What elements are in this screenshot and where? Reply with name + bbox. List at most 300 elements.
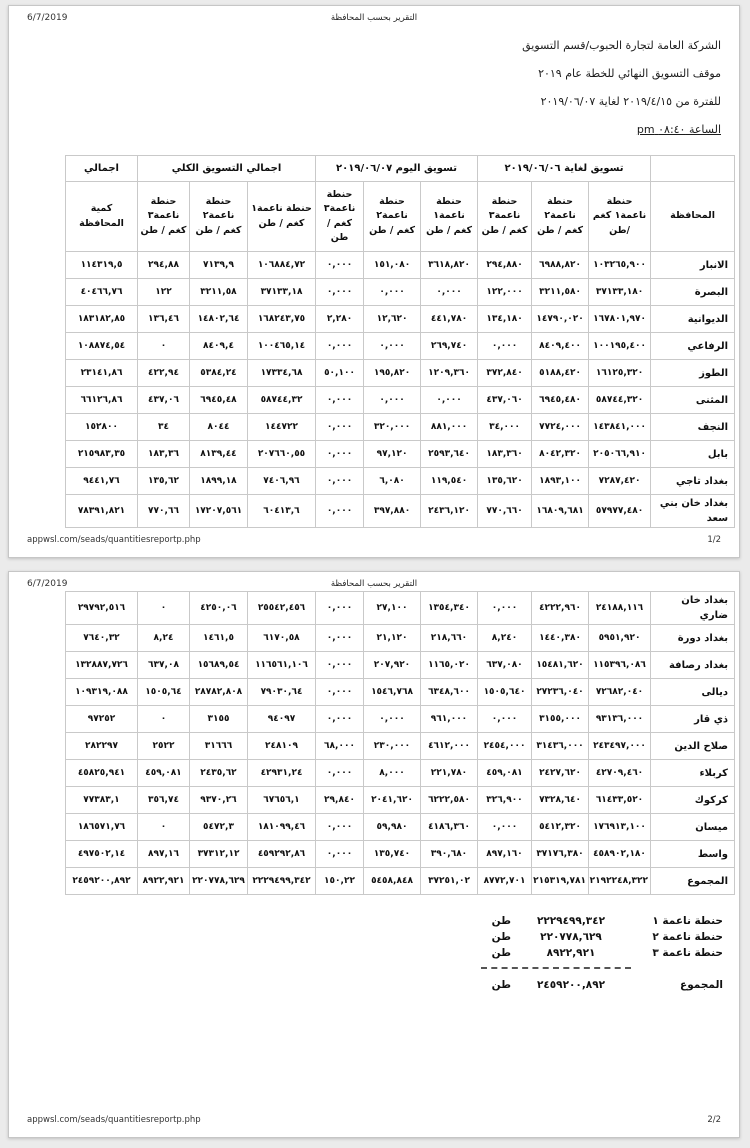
cell-value: ٢١٩٢٢٤٨,٣٢٢ — [589, 868, 651, 895]
cell-value: ٠,٠٠٠ — [316, 387, 364, 414]
cell-value: ٠ — [138, 814, 190, 841]
cell-value: ٥٧٩٧٧,٤٨٠ — [589, 495, 651, 528]
cell-value: ١٥٤٦,٧٦٨ — [364, 679, 421, 706]
cell-value: ١٨٣,٣٦ — [138, 441, 190, 468]
cell-value: ٠ — [138, 706, 190, 733]
table-row — [66, 706, 735, 733]
cell-value: ٧٢٦٨٢,٠٤٠ — [589, 679, 651, 706]
cell-value: ١٠٣٢٦٥,٩٠٠ — [589, 252, 651, 279]
cell-value: ٧٧٣٨٣,١ — [66, 787, 138, 814]
cell-value: ٢٤٥٤,٠٠٠ — [478, 733, 532, 760]
table-row — [66, 306, 735, 333]
cell-value: ٢٤٣٤٩٧,٠٠٠ — [589, 733, 651, 760]
table-body-page2 — [66, 592, 735, 895]
cell-value: ٩٤٠٩٧ — [248, 706, 316, 733]
cell-value: ٨,٠٠٠ — [364, 760, 421, 787]
summary-total-row — [9, 979, 723, 991]
cell-value: ٣٥٦,٧٤ — [138, 787, 190, 814]
cell-value: ٠ — [138, 333, 190, 360]
page-number: 2/2 — [707, 1115, 721, 1125]
group-header: تسويق اليوم ٢٠١٩/٠٦/٠٧ — [316, 156, 478, 182]
summary-line — [9, 931, 723, 943]
cell-value: ٠,٠٠٠ — [421, 279, 478, 306]
cell-value: ٢٧٢٣٦,٠٤٠ — [532, 679, 589, 706]
cell-value: ٥٩,٩٨٠ — [364, 814, 421, 841]
cell-value: ٩٤٤١,٧٦ — [66, 468, 138, 495]
cell-value: ٤٢٥٠,٠٦ — [190, 592, 248, 625]
table-row — [66, 625, 735, 652]
cell-value: ١٣٥,٦٢٠ — [478, 468, 532, 495]
cell-value: ٢٠٤١,٦٢٠ — [364, 787, 421, 814]
table-row — [66, 468, 735, 495]
cell-value: ٥١٨٨,٤٢٠ — [532, 360, 589, 387]
cell-value: ٢٣١٤١,٨٦ — [66, 360, 138, 387]
cell-value: ١٥١,٠٨٠ — [364, 252, 421, 279]
print-date: 6/7/2019 — [27, 13, 68, 23]
cell-value: ١٥٤٨١,٦٢٠ — [532, 652, 589, 679]
cell-value: ١٣٥,٧٤٠ — [364, 841, 421, 868]
group-header: اجمالي — [66, 156, 138, 182]
cell-value: ٩٧٢٥٢ — [66, 706, 138, 733]
cell-value: ٢٢٢٩٤٩٩,٣٤٢ — [248, 868, 316, 895]
company-title: الشركة العامة لتجارة الحبوب/قسم التسويق — [522, 39, 721, 52]
cell-value: ٧٧٠,٦٦٠ — [478, 495, 532, 528]
cell-value: ٠,٠٠٠ — [364, 706, 421, 733]
table-row — [66, 841, 735, 868]
cell-value: ٢٤٥٩٢٠٠,٨٩٢ — [66, 868, 138, 895]
cell-value: ١٠٦٨٨٤,٧٢ — [248, 252, 316, 279]
cell-value: ٤٤١,٧٨٠ — [421, 306, 478, 333]
cell-value: ٣٧١٧٦,٣٨٠ — [532, 841, 589, 868]
cell-value: ٢٢١,٧٨٠ — [421, 760, 478, 787]
cell-value: ٠,٠٠٠ — [478, 814, 532, 841]
cell-value: ٣١٥٥,٠٠٠ — [532, 706, 589, 733]
cell-value: ٦٠٤١٣,٦ — [248, 495, 316, 528]
cell-value: ٢٠٧٦٦٠,٥٥ — [248, 441, 316, 468]
print-title: التقرير بحسب المحافظة — [330, 579, 418, 589]
province-name: بغداد تاجي — [651, 468, 735, 495]
table-row — [66, 495, 735, 528]
column-header: حنطة ناعمة٢ كغم / طن — [532, 182, 589, 252]
footer-url: appwsl.com/seads/quantitiesreportp.php — [27, 1115, 201, 1125]
cell-value: ٠ — [138, 592, 190, 625]
summary-line-unit: طن — [491, 931, 511, 943]
cell-value: ٩٦١,٠٠٠ — [421, 706, 478, 733]
group-header: اجمالي التسويق الكلي — [138, 156, 316, 182]
summary-line-value: ٢٢٠٧٧٨,٦٢٩ — [540, 931, 602, 943]
cell-value: ٧١٣٩,٩ — [190, 252, 248, 279]
cell-value: ٥٣٨٤,٢٤ — [190, 360, 248, 387]
province-name: المجموع — [651, 868, 735, 895]
cell-value: ٢٥٥٤٢,٤٥٦ — [248, 592, 316, 625]
column-header: حنطة ناعمة١ كغم / طن — [248, 182, 316, 252]
summary-total-value: ٢٤٥٩٢٠٠,٨٩٢ — [536, 979, 606, 991]
summary-line-unit: طن — [491, 915, 511, 927]
province-name: المثنى — [651, 387, 735, 414]
cell-value: ٣١٤٣٦,٠٠٠ — [532, 733, 589, 760]
table-header — [66, 156, 735, 252]
cell-value: ٠,٠٠٠ — [316, 468, 364, 495]
cell-value: ٠,٠٠٠ — [316, 625, 364, 652]
cell-value: ٠,٠٠٠ — [364, 387, 421, 414]
cell-value: ٩٧,١٢٠ — [364, 441, 421, 468]
cell-value: ٠,٠٠٠ — [364, 279, 421, 306]
group-header: تسويق لغاية ٢٠١٩/٠٦/٠٦ — [478, 156, 651, 182]
cell-value: ٢٤٣٦,١٢٠ — [421, 495, 478, 528]
cell-value: ٨٠٤٢,٣٢٠ — [532, 441, 589, 468]
cell-value: ٠,٠٠٠ — [364, 333, 421, 360]
cell-value: ٧٧٠,٦٦ — [138, 495, 190, 528]
cell-value: ٥٤٥٨,٨٤٨ — [364, 868, 421, 895]
column-header: حنطة ناعمة٢ كغم / طن — [190, 182, 248, 252]
province-name: بغداد دورة — [651, 625, 735, 652]
cell-value: ٤٦١٢,٠٠٠ — [421, 733, 478, 760]
table-row — [66, 252, 735, 279]
table-row — [66, 868, 735, 895]
cell-value: ٩٣١٣٦,٠٠٠ — [589, 706, 651, 733]
page-footer-1 — [27, 535, 721, 545]
summary-divider — [481, 967, 631, 969]
cell-value: ١٨٩٣,١٠٠ — [532, 468, 589, 495]
cell-value: ٢٦٩,٧٤٠ — [421, 333, 478, 360]
province-name: النجف — [651, 414, 735, 441]
cell-value: ٢,٢٨٠ — [316, 306, 364, 333]
table-row — [66, 387, 735, 414]
cell-value: ٤٠٤٦٦,٧٦ — [66, 279, 138, 306]
cell-value: ٦٢٢٢,٥٨٠ — [421, 787, 478, 814]
cell-value: ٢٠٧,٩٢٠ — [364, 652, 421, 679]
table-row — [66, 441, 735, 468]
cell-value: ١٨٦٥٧١,٧٦ — [66, 814, 138, 841]
cell-value: ٣٧٢,٨٤٠ — [478, 360, 532, 387]
cell-value: ١٢٢,٠٠٠ — [478, 279, 532, 306]
cell-value: ٣٧١٣٣,١٨٠ — [589, 279, 651, 306]
cell-value: ٧٨٣٩١,٨٢١ — [66, 495, 138, 528]
cell-value: ٦٩٤٥,٤٨٠ — [532, 387, 589, 414]
cell-value: ٧٦٤٠,٣٢ — [66, 625, 138, 652]
cell-value: ١٣٤,١٨٠ — [478, 306, 532, 333]
cell-value: ٣٢١١,٥٨ — [190, 279, 248, 306]
cell-value: ٤٩٧٥٠٢,١٤ — [66, 841, 138, 868]
cell-value: ١١٩,٥٤٠ — [421, 468, 478, 495]
province-name: بغداد خان ضاري — [651, 592, 735, 625]
cell-value: ٢٤٣٥,٦٢ — [190, 760, 248, 787]
cell-value: ٠,٠٠٠ — [316, 333, 364, 360]
cell-value: ١٥٠,٢٢ — [316, 868, 364, 895]
cell-value: ١٠٨٨٧٤,٥٤ — [66, 333, 138, 360]
summary-line-value: ٢٢٢٩٤٩٩,٣٤٢ — [536, 915, 606, 927]
cell-value: ٠,٠٠٠ — [316, 592, 364, 625]
cell-value: ٥٤١٢,٣٢٠ — [532, 814, 589, 841]
cell-value: ٨٤٠٩,٤٠٠ — [532, 333, 589, 360]
cell-value: ٢٠٥٠٦٦,٩١٠ — [589, 441, 651, 468]
cell-value: ٠,٠٠٠ — [478, 706, 532, 733]
cell-value: ٤٥٩,٠٨١ — [138, 760, 190, 787]
cell-value: ٦٨,٠٠٠ — [316, 733, 364, 760]
cell-value: ١٩٥,٨٢٠ — [364, 360, 421, 387]
cell-value: ٤١٨٦,٣٦٠ — [421, 814, 478, 841]
cell-value: ٣٢١١,٥٨٠ — [532, 279, 589, 306]
cell-value: ١٦٨٠٩,٦٨١ — [532, 495, 589, 528]
summary-line-label: حنطة ناعمة ٣ — [652, 947, 723, 959]
cell-value: ١٨١٠٩٩,٤٦ — [248, 814, 316, 841]
cell-value: ١٥٢٨٠٠ — [66, 414, 138, 441]
cell-value: ٦,٠٨٠ — [364, 468, 421, 495]
page-number: 1/2 — [707, 535, 721, 545]
cell-value: ٢١٥٩٨٣,٣٥ — [66, 441, 138, 468]
cell-value: ٦٩٨٨,٨٢٠ — [532, 252, 589, 279]
cell-value: ١٠٠٤٦٥,١٤ — [248, 333, 316, 360]
marketing-table-page1 — [65, 155, 735, 528]
table-body-page1 — [66, 252, 735, 528]
column-header-row — [66, 182, 735, 252]
cell-value: ١٣٥٤,٣٤٠ — [421, 592, 478, 625]
cell-value: ٤٢٢٢,٩٦٠ — [532, 592, 589, 625]
cell-value: ٢٥٢٢ — [138, 733, 190, 760]
summary-line-label: حنطة ناعمة ٢ — [652, 931, 723, 943]
cell-value: ٠,٠٠٠ — [316, 760, 364, 787]
cell-value: ٧٩٠٣٠,٦٤ — [248, 679, 316, 706]
cell-value: ٧٧٢٤,٠٠٠ — [532, 414, 589, 441]
cell-value: ٦٩٤٥,٤٨ — [190, 387, 248, 414]
cell-value: ٠,٠٠٠ — [316, 814, 364, 841]
cell-value: ١٤٧٩٠,٠٢٠ — [532, 306, 589, 333]
table-row — [66, 679, 735, 706]
cell-value: ٠,٠٠٠ — [478, 333, 532, 360]
province-name: الطوز — [651, 360, 735, 387]
cell-value: ١١٦٥,٠٢٠ — [421, 652, 478, 679]
table-row — [66, 814, 735, 841]
cell-value: ١٥٠٥,٦٤ — [138, 679, 190, 706]
page-header — [9, 572, 739, 589]
cell-value: ٠,٠٠٠ — [421, 387, 478, 414]
summary-line-label: حنطة ناعمة ١ — [652, 915, 723, 927]
cell-value: ٨٧٧٢,٧٠١ — [478, 868, 532, 895]
cell-value: ٠,٠٠٠ — [316, 252, 364, 279]
summary-total-unit: طن — [491, 979, 511, 991]
province-name: بابل — [651, 441, 735, 468]
cell-value: ٤٢٩٣١,٢٤ — [248, 760, 316, 787]
cell-value: ٢٤٢٧,٦٢٠ — [532, 760, 589, 787]
column-header: حنطة ناعمة٣ كغم / طن — [316, 182, 364, 252]
cell-value: ٠,٠٠٠ — [316, 495, 364, 528]
cell-value: ٢٤٨١٠٩ — [248, 733, 316, 760]
cell-value: ٣٧٣١٢,١٢ — [190, 841, 248, 868]
cell-value: ١٣٦,٤٦ — [138, 306, 190, 333]
cell-value: ٠,٠٠٠ — [316, 841, 364, 868]
province-name: الرفاعي — [651, 333, 735, 360]
cell-value: ٥٤٧٢,٣ — [190, 814, 248, 841]
cell-value: ٦٧٦٥٦,١ — [248, 787, 316, 814]
cell-value: ١٨٣١٨٢,٨٥ — [66, 306, 138, 333]
print-title: التقرير بحسب المحافظة — [330, 13, 418, 23]
summary-line-value: ٨٩٢٢,٩٢١ — [546, 947, 596, 959]
cell-value: ٢٥٩٣,٦٤٠ — [421, 441, 478, 468]
cell-value: ٣١٦٦٦ — [190, 733, 248, 760]
cell-value: ٤٣٧,٠٦٠ — [478, 387, 532, 414]
cell-value: ٨,٢٤٠ — [478, 625, 532, 652]
cell-value: ٢٨٢٢٩٧ — [66, 733, 138, 760]
column-header: المحافظة — [651, 182, 735, 252]
cell-value: ٩٣٧٠,٢٦ — [190, 787, 248, 814]
province-name: واسط — [651, 841, 735, 868]
cell-value: ٤٥٨٢٥,٩٤١ — [66, 760, 138, 787]
cell-value: ١٣٥,٦٢ — [138, 468, 190, 495]
marketing-table-wrap-page2 — [9, 589, 739, 895]
cell-value: ٦٣٤٨,٦٠٠ — [421, 679, 478, 706]
cell-value: ٠,٠٠٠ — [316, 652, 364, 679]
cell-value: ٢١٥٣١٩,٧٨١ — [532, 868, 589, 895]
cell-value: ٣٦١٨,٨٢٠ — [421, 252, 478, 279]
cell-value: ٦١٤٣٣,٥٢٠ — [589, 787, 651, 814]
cell-value: ١٤٤٠,٣٨٠ — [532, 625, 589, 652]
summary-line — [9, 915, 723, 927]
cell-value: ٨,٢٤ — [138, 625, 190, 652]
cell-value: ٤٢٢,٩٤ — [138, 360, 190, 387]
cell-value: ١٤٨٠٢,٦٤ — [190, 306, 248, 333]
cell-value: ١١٤٣١٩,٥ — [66, 252, 138, 279]
cell-value: ١٦٧٨٠١,٩٧٠ — [589, 306, 651, 333]
marketing-table-page2 — [65, 591, 735, 895]
cell-value: ٦١٧٠,٥٨ — [248, 625, 316, 652]
province-name: ذي قار — [651, 706, 735, 733]
wheat-summary — [9, 895, 739, 991]
page-header — [9, 6, 739, 23]
cell-value: ٠,٠٠٠ — [316, 279, 364, 306]
column-header: حنطة ناعمة٢ كغم / طن — [364, 182, 421, 252]
report-subtitle: موقف التسويق النهائي للخطة عام ٢٠١٩ — [538, 67, 721, 80]
summary-line — [9, 947, 723, 959]
cell-value: ٧٢٨٧,٤٢٠ — [589, 468, 651, 495]
cell-value: ٨٩٧,١٦ — [138, 841, 190, 868]
summary-total-label: المجموع — [680, 979, 723, 991]
cell-value: ٨٩٧,١٦٠ — [478, 841, 532, 868]
cell-value: ٢٩٤,٨٨٠ — [478, 252, 532, 279]
cell-value: ٠,٠٠٠ — [316, 441, 364, 468]
cell-value: ٥٠,١٠٠ — [316, 360, 364, 387]
cell-value: ٢٢٠٧٧٨,٦٢٩ — [190, 868, 248, 895]
cell-value: ٢٩٤,٨٨ — [138, 252, 190, 279]
cell-value: ٠,٠٠٠ — [316, 679, 364, 706]
column-header: حنطة ناعمة٣ كغم / طن — [478, 182, 532, 252]
cell-value: ٣٩٧,٨٨٠ — [364, 495, 421, 528]
province-name: ديالى — [651, 679, 735, 706]
cell-value: ٣٩٠,٦٨٠ — [421, 841, 478, 868]
table-row — [66, 652, 735, 679]
cell-value: ٥٨٧٤٤,٣٢٠ — [589, 387, 651, 414]
cell-value: ١٧٢٠٧,٥٦١ — [190, 495, 248, 528]
cell-value: ٥٨٧٤٤,٣٢ — [248, 387, 316, 414]
column-header: كمية المحافظة — [66, 182, 138, 252]
column-header: حنطة ناعمة٣ كغم / طن — [138, 182, 190, 252]
cell-value: ٣٢٦,٩٠٠ — [478, 787, 532, 814]
table-row — [66, 787, 735, 814]
cell-value: ٣٢٠,٠٠٠ — [364, 414, 421, 441]
cell-value: ١٢٠٩,٣٦٠ — [421, 360, 478, 387]
print-date: 6/7/2019 — [27, 579, 68, 589]
group-header-row — [66, 156, 735, 182]
table-row — [66, 279, 735, 306]
cell-value: ٤٥٨٩٠٢,١٨٠ — [589, 841, 651, 868]
cell-value: ٤٣٧,٠٦ — [138, 387, 190, 414]
cell-value: ٦٦١٢٦,٨٦ — [66, 387, 138, 414]
page-footer-2 — [27, 1115, 721, 1125]
cell-value: ١٥٠٥,٦٤٠ — [478, 679, 532, 706]
column-header: حنطة ناعمة١ كغم / طن — [421, 182, 478, 252]
cell-value: ٠,٠٠٠ — [316, 706, 364, 733]
cell-value: ٢٨٧٨٢,٨٠٨ — [190, 679, 248, 706]
cell-value: ٥٩٥١,٩٢٠ — [589, 625, 651, 652]
cell-value: ١٤٣٨٤١,٠٠٠ — [589, 414, 651, 441]
table-row — [66, 333, 735, 360]
province-name: بغداد خان بني سعد — [651, 495, 735, 528]
cell-value: ٨٤٠٩,٤ — [190, 333, 248, 360]
cell-value: ٣٧٢٥١,٠٢ — [421, 868, 478, 895]
province-name: الديوانية — [651, 306, 735, 333]
cell-value: ١٢,٦٢٠ — [364, 306, 421, 333]
province-name: الانبار — [651, 252, 735, 279]
footer-url: appwsl.com/seads/quantitiesreportp.php — [27, 535, 201, 545]
province-name: كربلاء — [651, 760, 735, 787]
cell-value: ٢١٨,٦٦٠ — [421, 625, 478, 652]
cell-value: ٣٤,٠٠٠ — [478, 414, 532, 441]
cell-value: ١٦١٢٥,٣٢٠ — [589, 360, 651, 387]
cell-value: ٣٧١٣٣,١٨ — [248, 279, 316, 306]
cell-value: ١٦٨٢٤٣,٧٥ — [248, 306, 316, 333]
table-row — [66, 414, 735, 441]
province-name: بغداد رصافة — [651, 652, 735, 679]
cell-value: ٦٣٧,٠٨٠ — [478, 652, 532, 679]
cell-value: ١٢٢ — [138, 279, 190, 306]
cell-value: ٢٩٧٩٢,٥١٦ — [66, 592, 138, 625]
cell-value: ٢٧,١٠٠ — [364, 592, 421, 625]
marketing-table-wrap-page1 — [9, 151, 739, 528]
summary-lines — [9, 915, 723, 959]
table-row — [66, 360, 735, 387]
summary-line-unit: طن — [491, 947, 511, 959]
table-row — [66, 760, 735, 787]
table-row — [66, 733, 735, 760]
cell-value: ١٠٩٣١٩,٠٨٨ — [66, 679, 138, 706]
cell-value: ٢٩,٨٤٠ — [316, 787, 364, 814]
cell-value: ٨٨١,٠٠٠ — [421, 414, 478, 441]
cell-value: ١٤٤٧٢٢ — [248, 414, 316, 441]
report-page-2 — [8, 571, 740, 1138]
table-row — [66, 592, 735, 625]
cell-value: ١١٦٥٦١,١٠٦ — [248, 652, 316, 679]
cell-value: ١٨٣,٣٦٠ — [478, 441, 532, 468]
cell-value: ٨١٣٩,٤٤ — [190, 441, 248, 468]
province-name: ميسان — [651, 814, 735, 841]
cell-value: ٤٥٩٢٩٢,٨٦ — [248, 841, 316, 868]
cell-value: ٠,٠٠٠ — [478, 592, 532, 625]
cell-value: ١٠٠١٩٥,٤٠٠ — [589, 333, 651, 360]
cell-value: ٤٢٧٠٩,٤٦٠ — [589, 760, 651, 787]
cell-value: ٣١٥٥ — [190, 706, 248, 733]
cell-value: ٦٣٧,٠٨ — [138, 652, 190, 679]
cell-value: ٢٣٠,٠٠٠ — [364, 733, 421, 760]
report-period: للفترة من ٢٠١٩/٤/١٥ لغاية ٢٠١٩/٠٦/٠٧ — [540, 95, 721, 108]
cell-value: ١٤٦١,٥ — [190, 625, 248, 652]
report-page-1 — [8, 5, 740, 558]
cell-value: ١٨٩٩,١٨ — [190, 468, 248, 495]
cell-value: ٨٩٢٢,٩٢١ — [138, 868, 190, 895]
province-name: صلاح الدين — [651, 733, 735, 760]
cell-value: ١٣٢٨٨٧,٧٢٦ — [66, 652, 138, 679]
cell-value: ٢٤١٨٨,١١٦ — [589, 592, 651, 625]
cell-value: ٨٠٤٤ — [190, 414, 248, 441]
corner-cell — [651, 156, 735, 182]
